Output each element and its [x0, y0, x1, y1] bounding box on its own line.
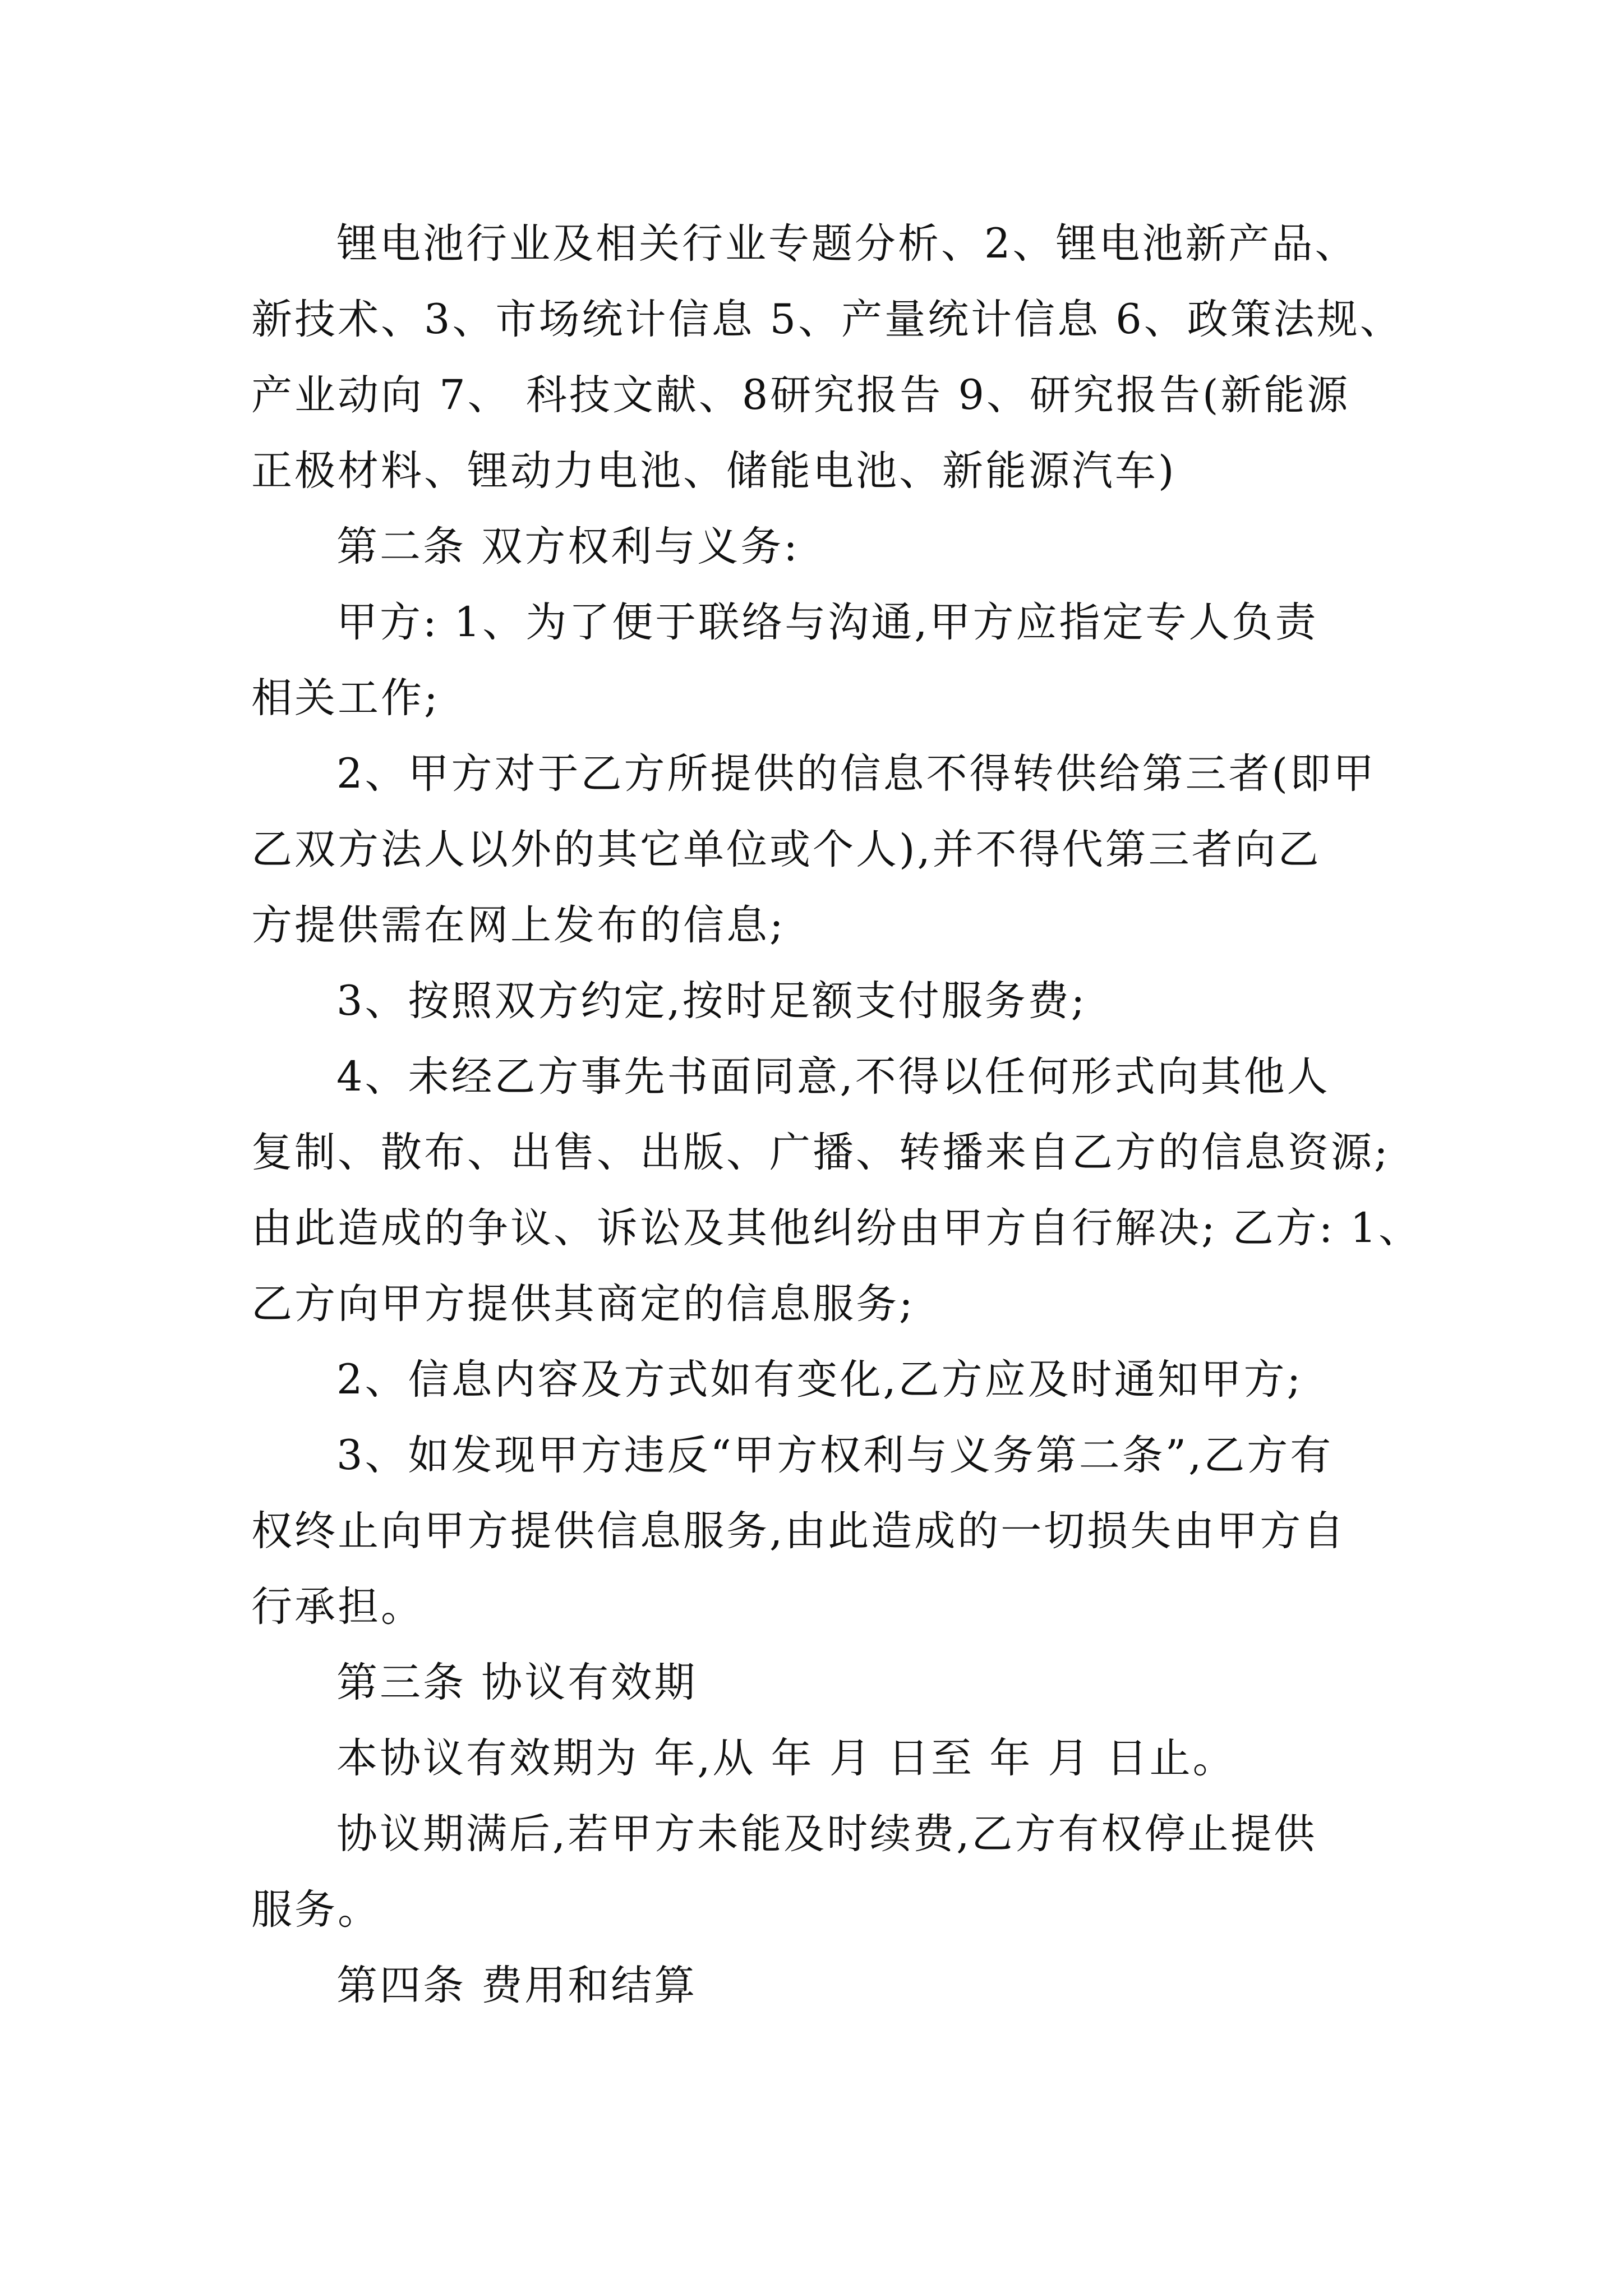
text-line: 复制、散布、出售、出版、广播、转播来自乙方的信息资源; [251, 1129, 1390, 1176]
text-line: 权终止向甲方提供信息服务,由此造成的一切损失由甲方自 [251, 1507, 1347, 1555]
section-heading: 第二条 双方权利与义务: [336, 523, 800, 570]
text-line: 方提供需在网上发布的信息; [251, 901, 786, 949]
text-line: 协议期满后,若甲方未能及时续费,乙方有权停止提供 [336, 1810, 1317, 1858]
text-line: 行承担。 [251, 1583, 424, 1631]
text-line: 锂电池行业及相关行业专题分析、2、锂电池新产品、 [336, 220, 1358, 268]
text-line: 由此造成的争议、诉讼及其他纠纷由甲方自行解决; 乙方: 1、 [251, 1204, 1422, 1252]
text-line: 服务。 [251, 1886, 381, 1934]
text-line: 正极材料、锂动力电池、储能电池、新能源汽车) [251, 447, 1177, 495]
text-line: 2、信息内容及方式如有变化,乙方应及时通知甲方; [336, 1356, 1303, 1404]
text-line: 新技术、3、市场统计信息 5、产量统计信息 6、政策法规、 [251, 296, 1403, 343]
text-line: 甲方: 1、为了便于联络与沟通,甲方应指定专人负责 [336, 599, 1318, 646]
text-line: 3、按照双方约定,按时足额支付服务费; [336, 977, 1087, 1025]
text-line: 乙双方法人以外的其它单位或个人),并不得代第三者向乙 [251, 826, 1321, 873]
section-heading: 第四条 费用和结算 [336, 1962, 698, 2009]
text-line: 4、未经乙方事先书面同意,不得以任何形式向其他人 [336, 1053, 1330, 1101]
text-line: 乙方向甲方提供其商定的信息服务; [251, 1280, 915, 1328]
text-line: 2、甲方对于乙方所提供的信息不得转供给第三者(即甲 [336, 750, 1376, 798]
text-line: 3、如发现甲方违反“甲方权利与义务第二条”,乙方有 [336, 1432, 1334, 1479]
section-heading: 第三条 协议有效期 [336, 1659, 698, 1706]
text-line: 本协议有效期为 年,从 年 月 日至 年 月 日止。 [336, 1734, 1236, 1782]
text-line: 产业动向 7、 科技文献、8研究报告 9、研究报告(新能源 [251, 371, 1350, 419]
text-line: 相关工作; [251, 674, 440, 722]
